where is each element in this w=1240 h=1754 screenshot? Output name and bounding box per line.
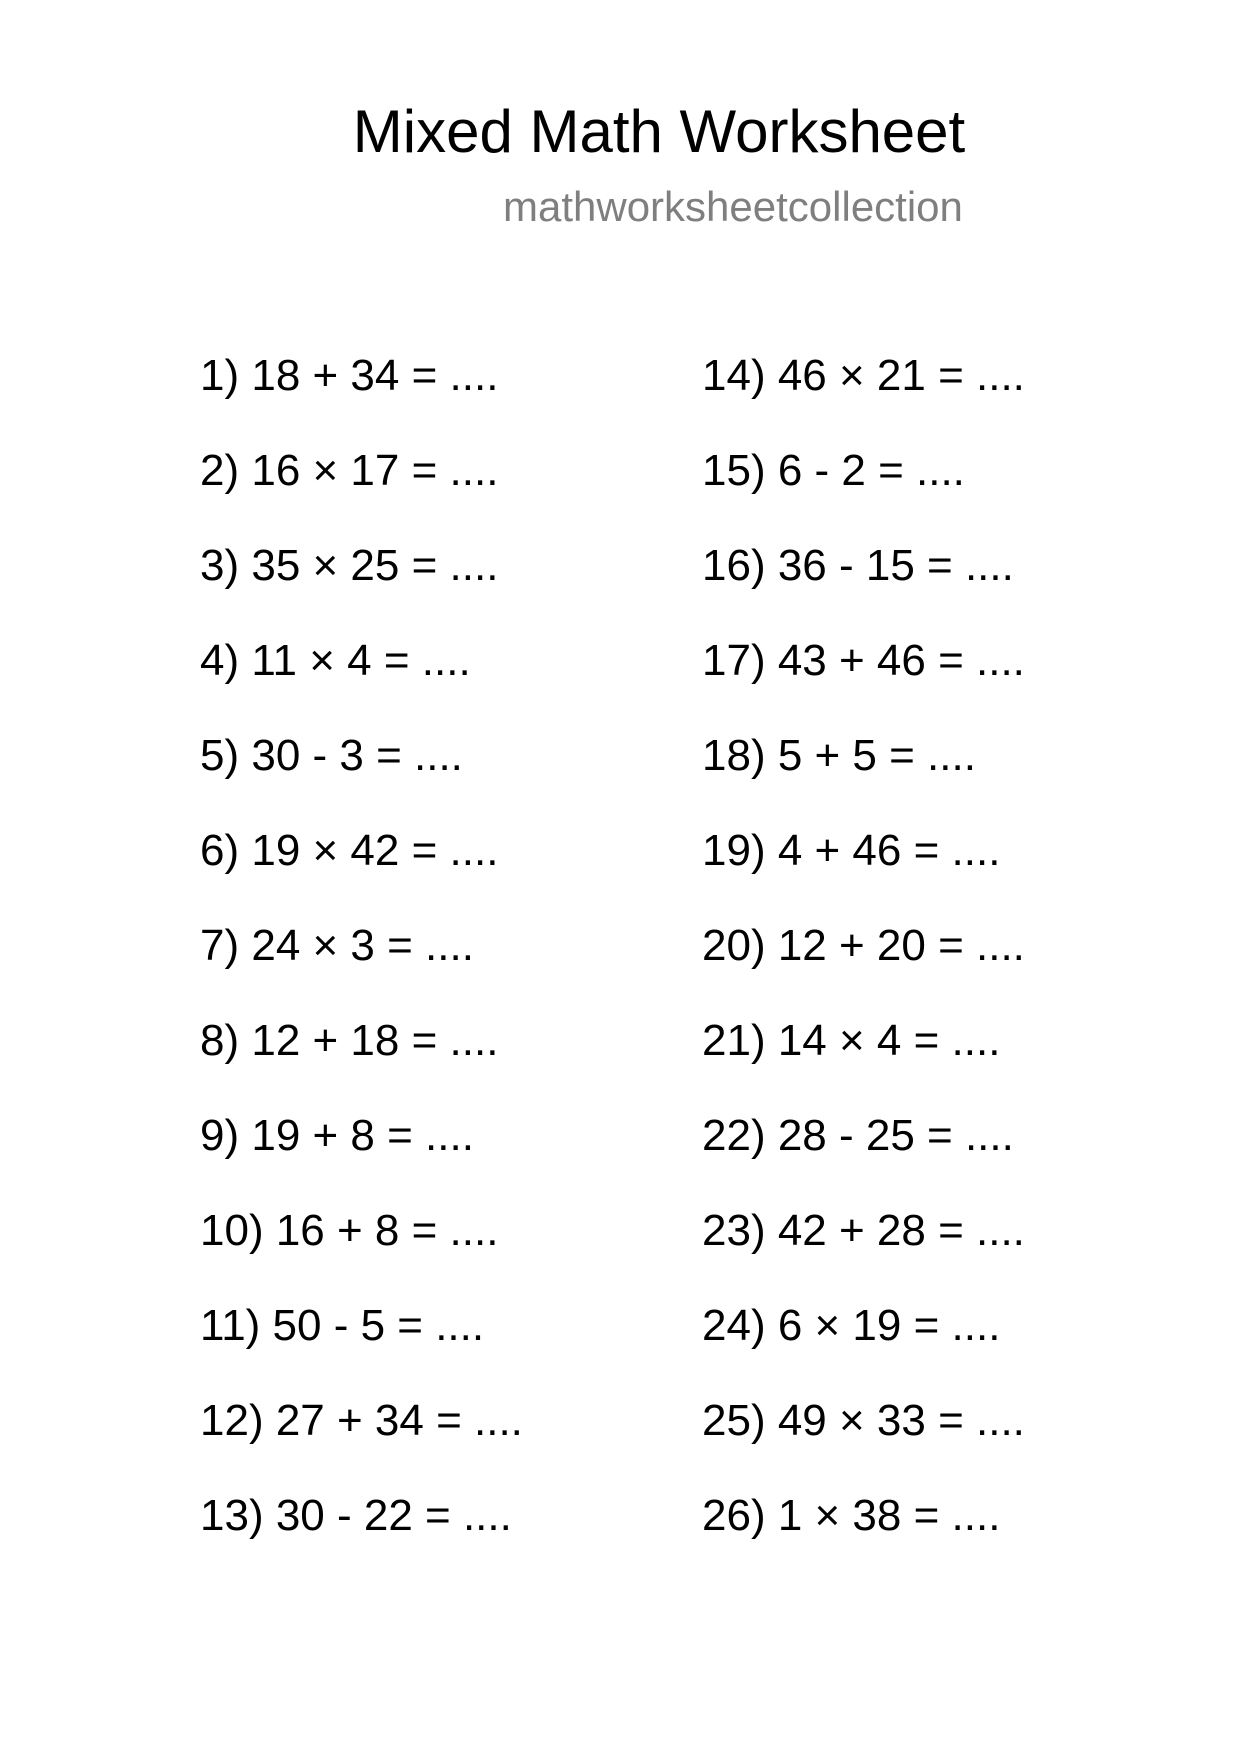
problem-item: 8) 12 + 18 = .... <box>200 1016 499 1065</box>
problem-item: 11) 50 - 5 = .... <box>200 1301 485 1350</box>
problem-item: 19) 4 + 46 = .... <box>702 826 1001 875</box>
problem-item: 22) 28 - 25 = .... <box>702 1111 1014 1160</box>
problem-item: 17) 43 + 46 = .... <box>702 636 1025 685</box>
problem-item: 26) 1 × 38 = .... <box>702 1491 1001 1540</box>
problem-item: 2) 16 × 17 = .... <box>200 446 499 495</box>
problem-item: 14) 46 × 21 = .... <box>702 351 1025 400</box>
problem-item: 23) 42 + 28 = .... <box>702 1206 1025 1255</box>
problem-item: 21) 14 × 4 = .... <box>702 1016 1001 1065</box>
problem-item: 12) 27 + 34 = .... <box>200 1396 523 1445</box>
problem-list-right <box>702 346 1025 1581</box>
problem-item: 6) 19 × 42 = .... <box>200 826 499 875</box>
problem-item: 10) 16 + 8 = .... <box>200 1206 499 1255</box>
problem-item: 4) 11 × 4 = .... <box>200 636 471 685</box>
problem-item: 7) 24 × 3 = .... <box>200 921 474 970</box>
problem-item: 5) 30 - 3 = .... <box>200 731 463 780</box>
worksheet-title: Mixed Math Worksheet <box>352 98 966 165</box>
problem-item: 9) 19 + 8 = .... <box>200 1111 474 1160</box>
problem-item: 16) 36 - 15 = .... <box>702 541 1014 590</box>
problem-item: 25) 49 × 33 = .... <box>702 1396 1025 1445</box>
worksheet-subtitle: mathworksheetcollection <box>503 183 963 230</box>
problem-item: 1) 18 + 34 = .... <box>200 351 499 400</box>
problem-item: 18) 5 + 5 = .... <box>702 731 976 780</box>
problem-item: 3) 35 × 25 = .... <box>200 541 499 590</box>
problem-item: 20) 12 + 20 = .... <box>702 921 1025 970</box>
problem-item: 24) 6 × 19 = .... <box>702 1301 1001 1350</box>
problem-item: 15) 6 - 2 = .... <box>702 446 965 495</box>
problem-list-left <box>200 346 523 1581</box>
problem-item: 13) 30 - 22 = .... <box>200 1491 512 1540</box>
